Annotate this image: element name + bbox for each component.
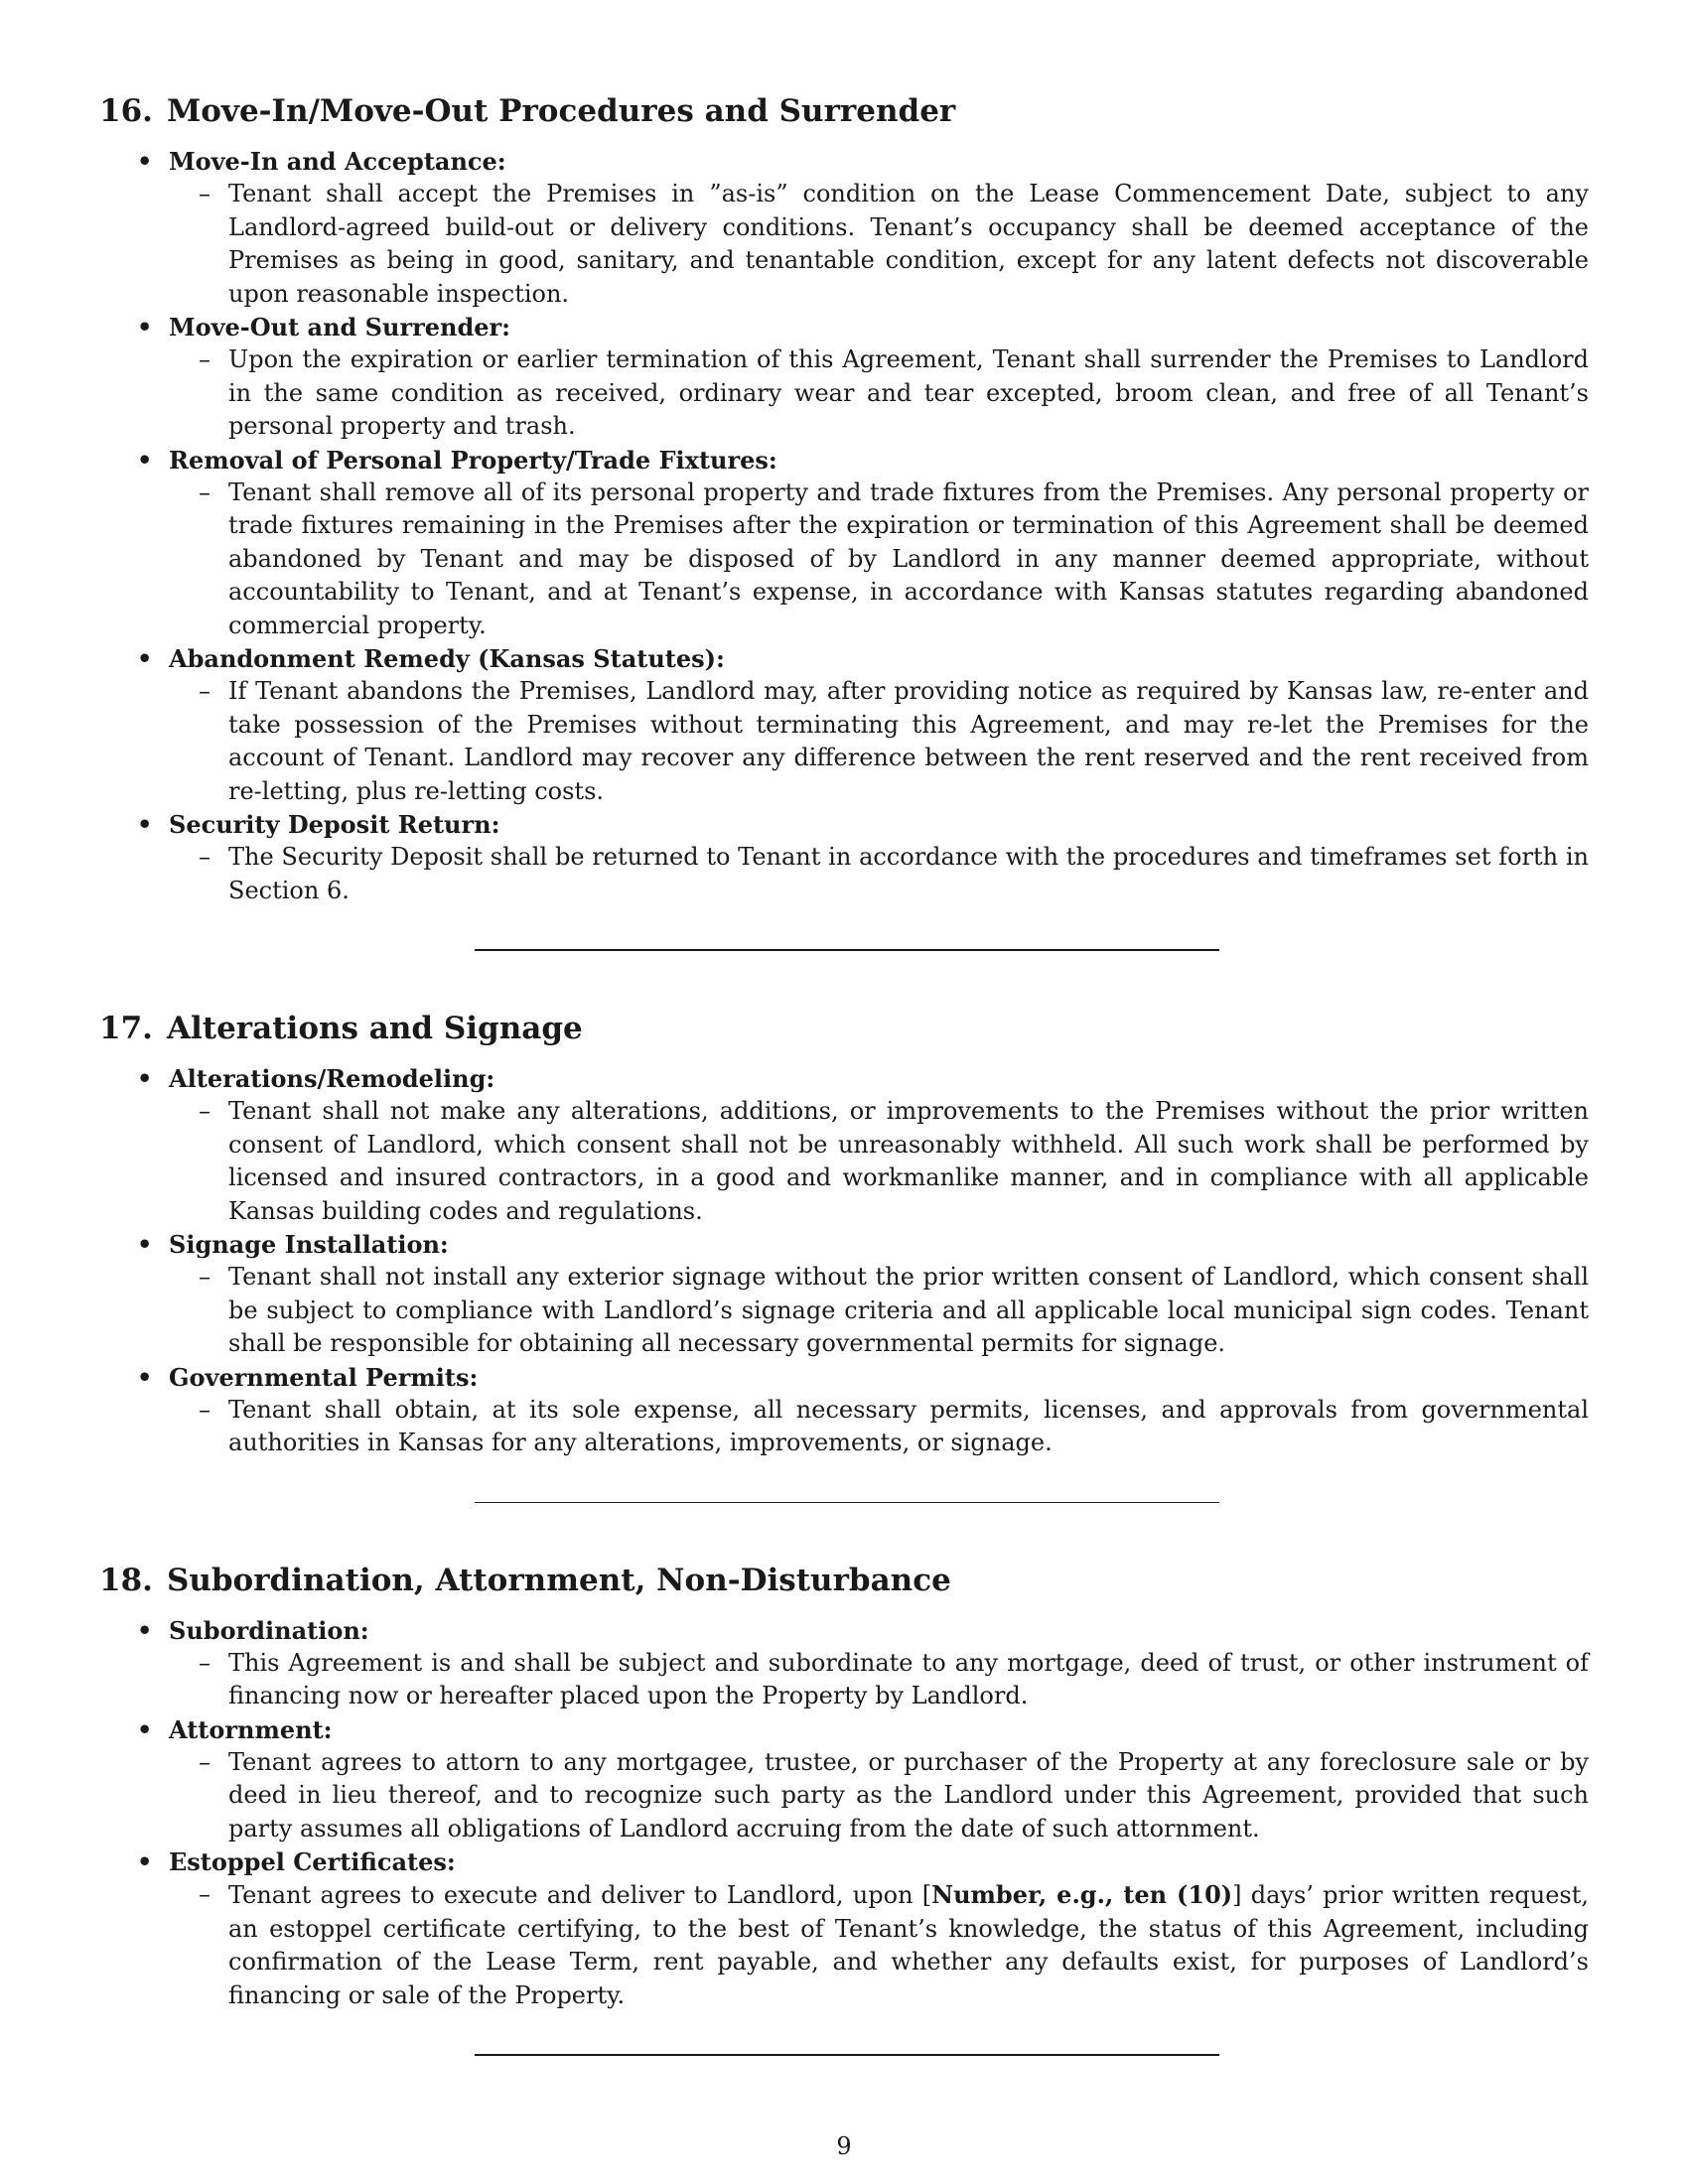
list-item (99, 1845, 1589, 2012)
clause-list (99, 1614, 1589, 2013)
dash-icon: – (199, 1648, 211, 1677)
clause-body (199, 1746, 1589, 1846)
clause-title (99, 642, 1589, 675)
clause-title (99, 311, 1589, 343)
page-number: 9 (836, 2132, 852, 2160)
placeholder-field: Number, e.g., ten (10) (931, 1880, 1233, 1909)
bullet-icon: • (137, 1064, 153, 1093)
clause-body-text: Tenant shall obtain, at its sole expense, all necessary permits, licenses, and approvals from governmental authorities in Kansas for any alterations, improvements, or signage. (228, 1395, 1589, 1456)
clause-title (99, 808, 1589, 841)
clause-title (99, 1361, 1589, 1394)
section-heading (99, 1561, 1589, 1600)
dash-icon: – (199, 1395, 211, 1424)
document-page (99, 91, 1589, 2114)
clause-body-text: The Security Deposit shall be returned to Tenant in accordance with the procedures and timeframes set forth in Section 6. (228, 843, 1589, 904)
section-heading (99, 91, 1589, 131)
bullet-icon: • (137, 1362, 153, 1392)
clause-title (99, 1614, 1589, 1647)
bullet-icon: • (137, 1230, 153, 1259)
dash-icon: – (199, 1880, 211, 1908)
clause-title (99, 1845, 1589, 1878)
clause-body (199, 675, 1589, 808)
clause-list (99, 145, 1589, 907)
clause-title-text: Signage Installation: (169, 1230, 449, 1259)
clause-title (99, 1062, 1589, 1095)
clause-body (199, 343, 1589, 444)
clause-body (199, 1394, 1589, 1460)
section-16 (99, 91, 1589, 951)
clause-body (199, 1261, 1589, 1361)
section-18 (99, 1561, 1589, 2057)
section-17 (99, 1009, 1589, 1503)
clause-body (199, 1878, 1589, 2012)
clause-title-text: Removal of Personal Property/Trade Fixtures: (169, 445, 777, 475)
bullet-icon: • (137, 445, 153, 475)
clause-title-text: Move-Out and Surrender: (169, 313, 511, 341)
section-number: 18. (99, 1562, 153, 1598)
bullet-icon: • (137, 147, 153, 176)
clause-body-text: Tenant shall accept the Premises in ”as-is” condition on the Lease Commencement Date, subject to any Landlord-agreed build-out or delivery conditions. Tenant’s occupancy shall be deemed acceptance of the Premises as being in good, sanitary, and tenantable condition, except for any latent defects not discoverable upon reasonable inspection. (228, 180, 1589, 308)
clause-title-text: Estoppel Certificates: (169, 1847, 456, 1876)
clause-title (99, 145, 1589, 178)
list-item (99, 444, 1589, 643)
list-item (99, 1228, 1589, 1361)
clause-body (199, 178, 1589, 311)
clause-title (99, 444, 1589, 477)
clause-body (199, 1647, 1589, 1713)
clause-body (199, 841, 1589, 907)
section-title: Move-In/Move-Out Procedures and Surrender (166, 93, 956, 129)
bullet-icon: • (137, 313, 153, 341)
clause-title (99, 1713, 1589, 1746)
dash-icon: – (199, 478, 211, 506)
bullet-icon: • (137, 1714, 153, 1744)
clause-title-text: Security Deposit Return: (169, 810, 500, 839)
section-title: Alterations and Signage (166, 1011, 583, 1046)
list-item (99, 1062, 1589, 1228)
dash-icon: – (199, 1097, 211, 1125)
dash-icon: – (199, 180, 211, 207)
list-item (99, 808, 1589, 907)
section-heading (99, 1009, 1589, 1048)
clause-body-text: This Agreement is and shall be subject and subordinate to any mortgage, deed of trust, or other instrument of financing now or hereafter placed upon the Property by Landlord. (228, 1648, 1589, 1709)
bullet-icon: • (137, 644, 153, 673)
section-number: 17. (99, 1011, 153, 1046)
clause-title (99, 1228, 1589, 1261)
clause-body-text: Tenant agrees to attorn to any mortgagee, trustee, or purchaser of the Property at any foreclosure sale or by deed in lieu thereof, and to recognize such party as the Landlord under this Agreement, provided that such party assumes all obligations of Landlord accruing from the date of such attornment. (228, 1747, 1589, 1843)
clause-title-text: Alterations/Remodeling: (169, 1064, 495, 1093)
clause-body-text: Tenant shall not make any alterations, additions, or improvements to the Premises without the prior written consent of Landlord, which consent shall not be unreasonably withheld. All such work shall be performed by licensed and insured contractors, in a good and workmanlike manner, and in compliance with all applicable Kansas building codes and regulations. (228, 1097, 1589, 1225)
bullet-icon: • (137, 810, 153, 839)
clause-title-text: Abandonment Remedy (Kansas Statutes): (169, 644, 725, 673)
clause-body-text: Tenant shall not install any exterior signage without the prior written consent of Landlord, which consent shall be subject to compliance with Landlord’s signage criteria and all applicable local municipal sign codes. Tenant shall be responsible for obtaining all necessary governmental permits for signage. (228, 1263, 1589, 1357)
list-item (99, 311, 1589, 444)
list-item (99, 145, 1589, 311)
clause-body-text: If Tenant abandons the Premises, Landlord may, after providing notice as required by Kansas law, re-enter and take possession of the Premises without terminating this Agreement, and may re-let the Premises for the account of Tenant. Landlord may recover any difference between the rent reserved and the rent received from re-letting, plus re-letting costs. (228, 677, 1589, 805)
list-item (99, 1614, 1589, 1713)
section-title: Subordination, Attornment, Non-Disturbance (166, 1562, 951, 1598)
bullet-icon: • (137, 1615, 153, 1645)
section-number: 16. (99, 93, 153, 129)
clause-list (99, 1062, 1589, 1460)
dash-icon: – (199, 677, 211, 705)
section-divider (475, 2054, 1219, 2056)
clause-body-text: Tenant shall remove all of its personal property and trade fixtures from the Premises. Any personal property or trade fixtures remaining in the Premises after the expiration or termination of this Agreement shall be deemed abandoned by Tenant and may be disposed of by Landlord in any manner deemed appropriate, without accountability to Tenant, and at Tenant’s expense, in accordance with Kansas statutes regarding abandoned commercial property. (228, 478, 1589, 639)
clause-body-text: Upon the expiration or earlier termination of this Agreement, Tenant shall surrender the Premises to Landlord in the same condition as received, ordinary wear and tear excepted, broom clean, and free of all Tenant’s personal property and trash. (228, 345, 1589, 440)
dash-icon: – (199, 1747, 211, 1776)
list-item (99, 1713, 1589, 1846)
clause-body (199, 1095, 1589, 1228)
clause-title-text: Subordination: (169, 1615, 369, 1645)
clause-body-text: ] days’ prior written request, an estoppel certificate certifying, to the best of Tenant’s knowledge, the status of this Agreement, including confirmation of the Lease Term, rent payable, and whether any defaults exist, for purposes of Landlord’s financing or sale of the Property. (228, 1881, 1589, 2009)
section-divider (475, 1502, 1219, 1503)
dash-icon: – (199, 843, 211, 871)
section-divider (475, 949, 1219, 951)
bullet-icon: • (137, 1847, 153, 1876)
dash-icon: – (199, 1263, 211, 1291)
clause-title-text: Attornment: (169, 1714, 333, 1744)
list-item (99, 642, 1589, 808)
clause-title-text: Governmental Permits: (169, 1362, 479, 1392)
dash-icon: – (199, 345, 211, 373)
list-item (99, 1361, 1589, 1460)
clause-body (199, 477, 1589, 643)
clause-title-text: Move-In and Acceptance: (169, 147, 506, 176)
clause-body-text: Tenant agrees to execute and deliver to Landlord, upon [ (228, 1881, 932, 1909)
